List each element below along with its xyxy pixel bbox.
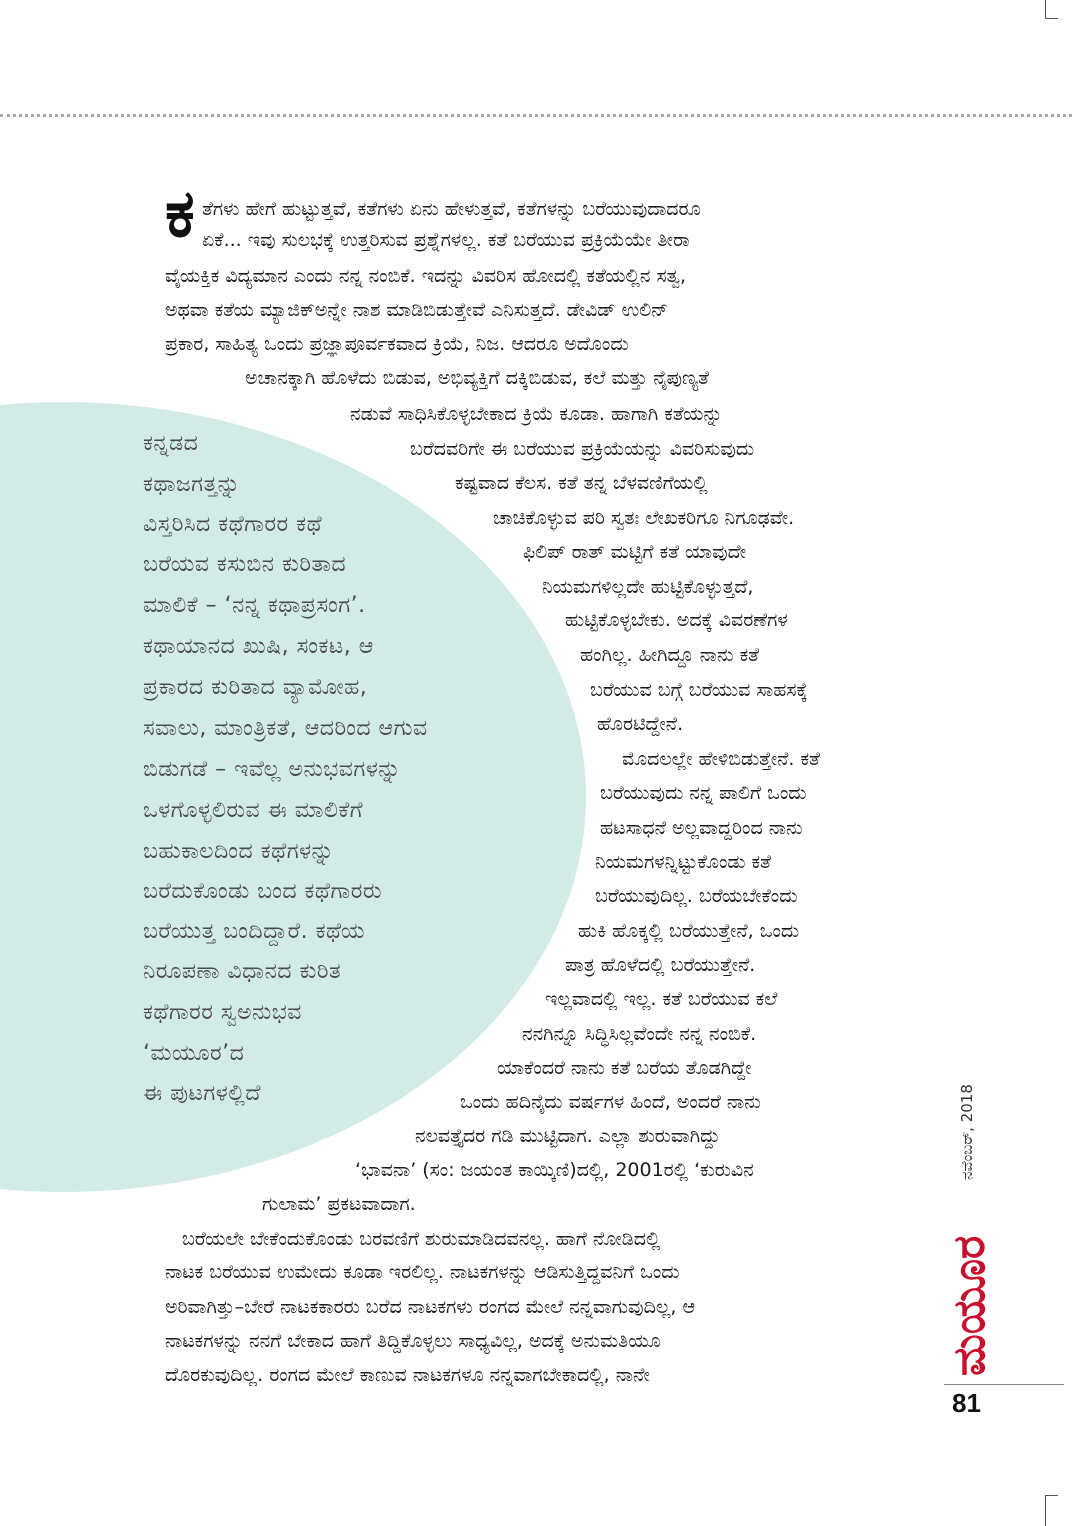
- pull-quote-line: ಮಾಲಿಕೆ – ‘ನನ್ನ ಕಥಾಪ್ರಸಂಗ’.: [143, 593, 366, 618]
- body-line: ಅಥವಾ ಕತೆಯ ಮ್ಯಾಜಿಕ್‌ಅನ್ನೇ ನಾಶ ಮಾಡಿಬಿಡುತ್ತೇವೆ ಎನಿಸುತ್ತದೆ. ಡೇವಿಡ್ ಉಲಿನ್: [165, 299, 668, 321]
- footer-rule: [944, 1384, 1064, 1385]
- crop-mark-top-right: [1045, 0, 1058, 19]
- body-line: ಹೊರಟಿದ್ದೇನೆ.: [597, 713, 684, 735]
- body-line: ಒಂದು ಹದಿನೈದು ವರ್ಷಗಳ ಹಿಂದೆ, ಅಂದರೆ ನಾನು: [460, 1091, 761, 1113]
- body-line: ಯಾಕೆಂದರೆ ನಾನು ಕತೆ ಬರೆಯ ತೊಡಗಿದ್ದೇ: [497, 1057, 752, 1079]
- body-line: ಚಾಚಿಕೊಳ್ಳುವ ಪರಿ ಸ್ವತಃ ಲೇಖಕರಿಗೂ ನಿಗೂಢವೇ.: [493, 507, 795, 529]
- body-line: ನಲವತ್ತೈದರ ಗಡಿ ಮುಟ್ಟಿದಾಗ. ಎಲ್ಲಾ ಶುರುವಾಗಿದ್ದು: [415, 1125, 721, 1147]
- page-number: 81: [952, 1388, 981, 1418]
- pull-quote-line: ಕಥಾಯಾನದ ಖುಷಿ, ಸಂಕಟ, ಆ: [143, 634, 374, 659]
- body-line: ಫಿಲಿಪ್ ರಾತ್ ಮಟ್ಟಿಗೆ ಕತೆ ಯಾವುದೇ: [523, 541, 747, 563]
- crop-mark-bottom-right: [1045, 1495, 1058, 1526]
- pull-quote-line: ಬಿಡುಗಡೆ – ಇವೆಲ್ಲ ಅನುಭವಗಳನ್ನು: [143, 757, 401, 782]
- body-line: ಹುಕಿ ಹೊಕ್ಕಲ್ಲಿ ಬರೆಯುತ್ತೇನೆ, ಒಂದು: [578, 920, 800, 942]
- magazine-logo: ಮಯೂರ: [944, 1235, 995, 1376]
- drop-cap: ಕ: [165, 175, 195, 252]
- pull-quote-line: ಪ್ರಕಾರದ ಕುರಿತಾದ ವ್ಯಾಮೋಹ,: [143, 675, 368, 700]
- body-line: ನಡುವೆ ಸಾಧಿಸಿಕೊಳ್ಳಬೇಕಾದ ಕ್ರಿಯೆ ಕೂಡಾ. ಹಾಗಾಗಿ ಕತೆಯನ್ನು: [350, 403, 723, 425]
- body-line: ಪ್ರಕಾರ, ಸಾಹಿತ್ಯ ಒಂದು ಪ್ರಜ್ಞಾಪೂರ್ವಕವಾದ ಕ್ರಿಯೆ, ನಿಜ. ಆದರೂ ಅದೊಂದು: [165, 333, 629, 355]
- body-line: ನನಗಿನ್ನೂ ಸಿದ್ಧಿಸಿಲ್ಲವೆಂದೇ ನನ್ನ ನಂಬಿಕೆ.: [522, 1023, 757, 1045]
- body-line: ಇಲ್ಲವಾದಲ್ಲಿ ಇಲ್ಲ. ಕತೆ ಬರೆಯುವ ಕಲೆ: [545, 988, 778, 1010]
- body-line: ನಾಟಕ ಬರೆಯುವ ಉಮೇದು ಕೂಡಾ ಇರಲಿಲ್ಲ. ನಾಟಕಗಳನ್ನು ಆಡಿಸುತ್ತಿದ್ದವನಿಗೆ ಒಂದು: [165, 1261, 680, 1283]
- body-line: ವೈಯಕ್ತಿಕ ವಿದ್ಯಮಾನ ಎಂದು ನನ್ನ ನಂಬಿಕೆ. ಇದನ್ನು ವಿವರಿಸ ಹೋದಲ್ಲಿ ಕತೆಯಲ್ಲಿನ ಸತ್ವ,: [165, 265, 687, 287]
- pull-quote-line: ಬರೆದುಕೊಂಡು ಬಂದ ಕಥೆಗಾರರು: [143, 879, 382, 904]
- pull-quote-line: ಬರೆಯವ ಕಸುಬಿನ ಕುರಿತಾದ: [143, 552, 347, 577]
- body-line: ಬರೆದವರಿಗೇ ಈ ಬರೆಯುವ ಪ್ರಕ್ರಿಯೆಯನ್ನು ವಿವರಿಸುವುದು: [410, 438, 755, 460]
- body-line: ಹಟಸಾಧನೆ ಅಲ್ಲವಾದ್ದರಿಂದ ನಾನು: [600, 817, 803, 839]
- body-line: ಬರೆಯುವುದಿಲ್ಲ. ಬರೆಯಬೇಕೆಂದು: [595, 885, 798, 907]
- body-line: ನಿಯಮಗಳನ್ನಿಟ್ಟುಕೊಂಡು ಕತೆ: [595, 851, 771, 873]
- pull-quote-line: ‘ಮಯೂರ’ದ: [143, 1041, 245, 1066]
- body-line: ನಿಯಮಗಳಿಲ್ಲದೇ ಹುಟ್ಟಿಕೊಳ್ಳುತ್ತದೆ,: [542, 576, 754, 598]
- body-line: ದೊರಕುವುದಿಲ್ಲ. ರಂಗದ ಮೇಲೆ ಕಾಣುವ ನಾಟಕಗಳೂ ನನ್ನವಾಗಬೇಕಾದಲ್ಲಿ, ನಾನೇ: [165, 1364, 650, 1386]
- pull-quote-line: ವಿಸ್ತರಿಸಿದ ಕಥೆಗಾರರ ಕಥೆ: [143, 512, 323, 537]
- pull-quote-line: ಕಥೆಗಾರರ ಸ್ವಅನುಭವ: [143, 1000, 302, 1025]
- pull-quote-line: ಈ ಪುಟಗಳಲ್ಲಿದೆ: [143, 1081, 261, 1106]
- dotted-divider: [0, 114, 1072, 117]
- body-line: ‘ಭಾವನಾ’ (ಸಂ: ಜಯಂತ ಕಾಯ್ಕಿಣಿ)ದಲ್ಲಿ, 2001ರಲ್ಲಿ ‘ಕುರುವಿನ: [355, 1159, 754, 1181]
- body-line: ಬರೆಯುವ ಬಗ್ಗೆ ಬರೆಯುವ ಸಾಹಸಕ್ಕೆ: [590, 679, 808, 701]
- body-line: ಮೊದಲಲ್ಲೇ ಹೇಳಿಬಿಡುತ್ತೇನೆ. ಕತೆ: [622, 748, 820, 770]
- pull-quote-line: ಕನ್ನಡದ: [143, 431, 199, 456]
- pull-quote-line: ಬಹುಕಾಲದಿಂದ ಕಥೆಗಳನ್ನು: [143, 839, 335, 864]
- body-line: ಹುಟ್ಟಿಕೊಳ್ಳಬೇಕು. ಅದಕ್ಕೆ ವಿವರಣೆಗಳ: [565, 609, 788, 631]
- body-line: ತೆಗಳು ಹೇಗೆ ಹುಟ್ಟುತ್ತವೆ, ಕತೆಗಳು ಏನು ಹೇಳುತ್ತವೆ, ಕತೆಗಳನ್ನು ಬರೆಯುವುದಾದರೂ: [202, 198, 701, 220]
- body-line: ಬರೆಯುವುದು ನನ್ನ ಪಾಲಿಗೆ ಒಂದು: [600, 782, 807, 804]
- body-line: ಏಕೆ... ಇವು ಸುಲಭಕ್ಕೆ ಉತ್ತರಿಸುವ ಪ್ರಶ್ನೆಗಳಲ್ಲ. ಕತೆ ಬರೆಯುವ ಪ್ರಕ್ರಿಯೆಯೇ ತೀರಾ: [202, 229, 690, 251]
- pull-quote-line: ಸವಾಲು, ಮಾಂತ್ರಿಕತೆ, ಆದರಿಂದ ಆಗುವ: [143, 716, 428, 741]
- body-line: ಪಾತ್ರ ಹೊಳೆದಲ್ಲಿ ಬರೆಯುತ್ತೇನೆ.: [565, 954, 756, 976]
- body-line: ಕಷ್ಟವಾದ ಕೆಲಸ. ಕತೆ ತನ್ನ ಬೆಳವಣಿಗೆಯಲ್ಲಿ: [455, 472, 708, 494]
- body-line: ಬರೆಯಲೇ ಬೇಕೆಂದುಕೊಂಡು ಬರವಣಿಗೆ ಶುರುಮಾಡಿದವನಲ್ಲ. ಹಾಗೆ ನೋಡಿದಲ್ಲಿ: [182, 1228, 661, 1250]
- body-line: ಹಂಗಿಲ್ಲ. ಹೀಗಿದ್ದೂ ನಾನು ಕತೆ: [580, 644, 760, 666]
- pull-quote-line: ಬರೆಯುತ್ತ ಬಂದಿದ್ದಾರೆ. ಕಥೆಯ: [143, 919, 365, 944]
- pull-quote-line: ಒಳಗೊಳ್ಳಲಿರುವ ಈ ಮಾಲಿಕೆಗೆ: [143, 798, 363, 823]
- pull-quote-line: ಕಥಾಜಗತ್ತನ್ನು: [143, 472, 241, 497]
- body-line: ನಾಟಕಗಳನ್ನು ನನಗೆ ಬೇಕಾದ ಹಾಗೆ ತಿದ್ದಿಕೊಳ್ಳಲು ಸಾಧ್ಯವಿಲ್ಲ, ಅದಕ್ಕೆ ಅನುಮತಿಯೂ: [165, 1330, 661, 1352]
- pull-quote-line: ನಿರೂಪಣಾ ವಿಧಾನದ ಕುರಿತ: [143, 959, 342, 984]
- body-line: ಅರಿವಾಗಿತ್ತು–ಬೇರೆ ನಾಟಕಕಾರರು ಬರೆದ ನಾಟಕಗಳು ರಂಗದ ಮೇಲೆ ನನ್ನವಾಗುವುದಿಲ್ಲ, ಆ: [165, 1296, 696, 1318]
- body-line: ಅಚಾನಕ್ಕಾಗಿ ಹೊಳೆದು ಬಿಡುವ, ಅಭಿವ್ಯಕ್ತಿಗೆ ದಕ್ಕಿಬಿಡುವ, ಕಲೆ ಮತ್ತು ನೈಪುಣ್ಯತೆ: [245, 367, 709, 389]
- body-line: ಗುಲಾಮ’ ಪ್ರಕಟವಾದಾಗ.: [262, 1193, 416, 1215]
- issue-date: ನವೆಂಬರ್, 2018: [958, 1084, 976, 1180]
